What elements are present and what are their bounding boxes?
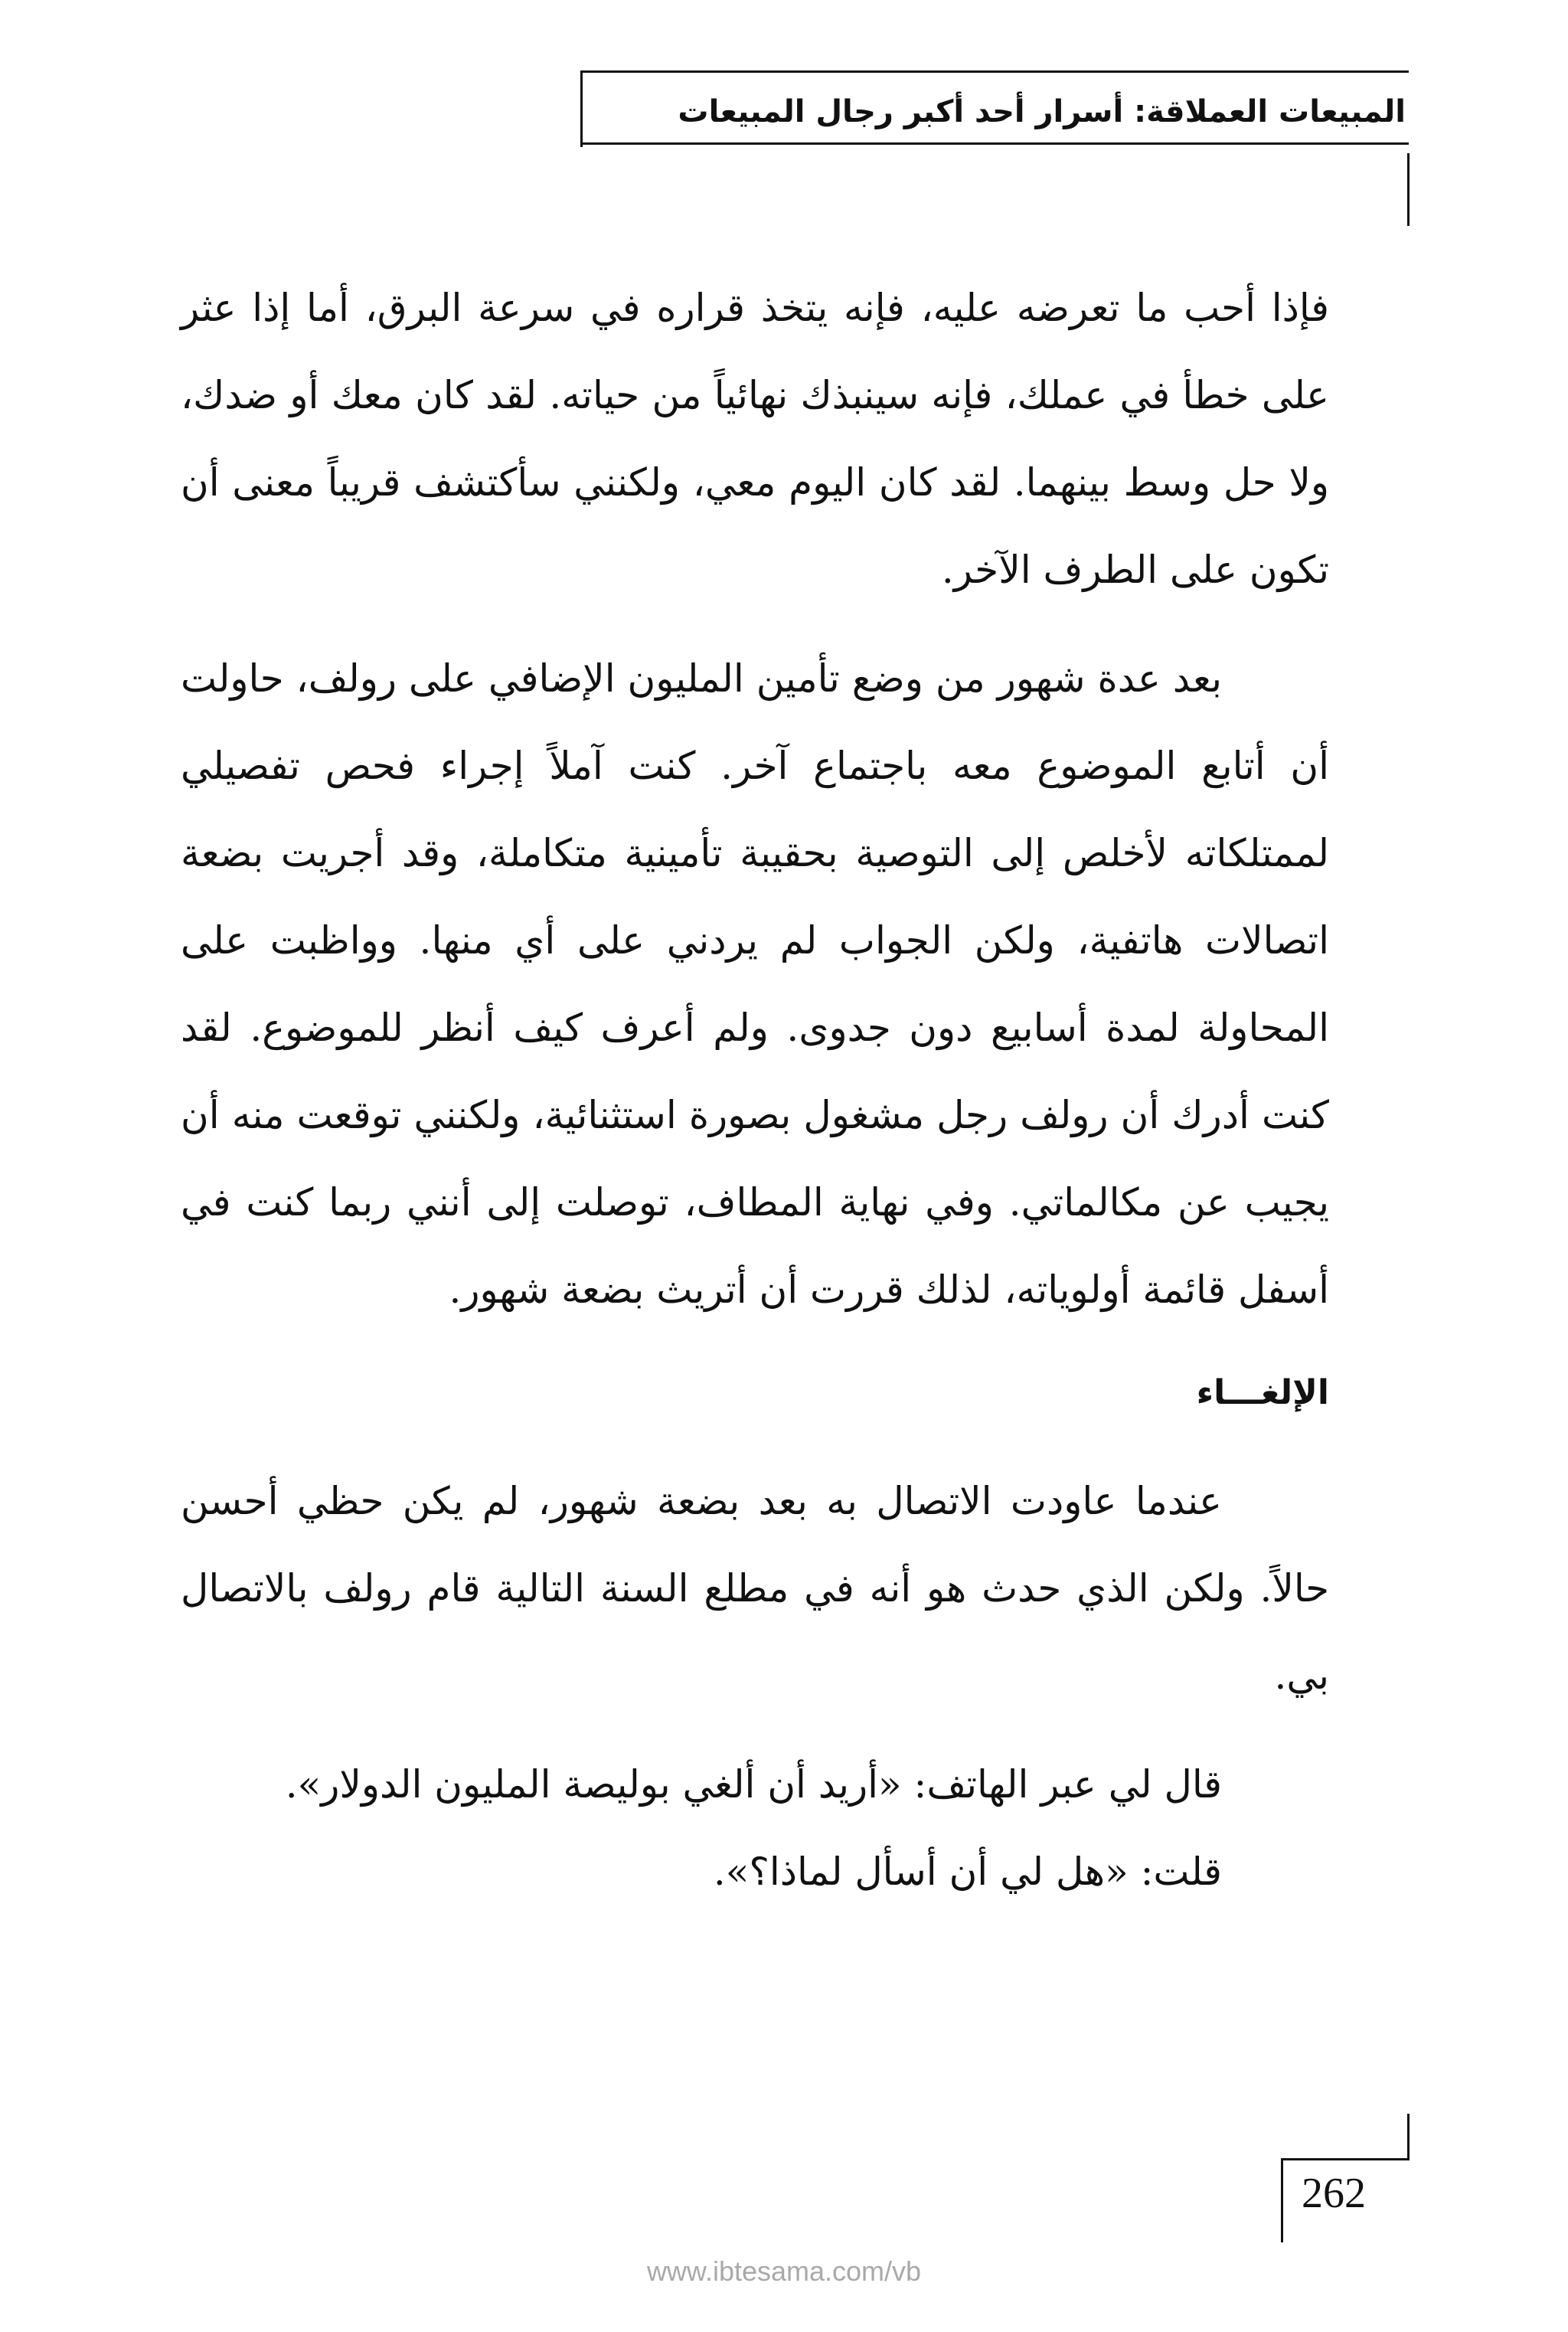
page-number: 262 [1302, 2170, 1366, 2217]
running-head-rule-bottom [582, 142, 1409, 145]
running-head-rule-left [580, 70, 583, 147]
running-head-title: المبيعات العملاقة: أسرار أحد أكبر رجال المبيعات [678, 94, 1406, 129]
folio-rule-tick [1407, 2114, 1410, 2160]
folio-rule-horizontal [1281, 2158, 1410, 2160]
running-head-rule-right [1407, 153, 1410, 226]
section-heading: الإلغـــاء [1196, 1373, 1329, 1412]
watermark-url: www.ibtesama.com/vb [646, 2255, 922, 2287]
dialog-line-1: قال لي عبر الهاتف: «أريد أن ألغي بوليصة المليون الدولار». [285, 1762, 1222, 1807]
folio-rule-vertical [1281, 2158, 1283, 2242]
paragraph-3: عندما عاودت الاتصال به بعد بضعة شهور، لم يكن حظي أحسن حالاً. ولكن الذي حدث هو أنه في مطلع السنة التالية قام رولف بالاتصال بي. [181, 1479, 1329, 1698]
running-head-rule-top [582, 70, 1409, 73]
paragraph-1: فإذا أحب ما تعرضه عليه، فإنه يتخذ قراره في سرعة البرق، أما إذا عثر على خطأ في عملك، فإنه سينبذك نهائياً من حياته. لقد كان معك أو ضدك، ولا حل وسط بينهما. لقد كان اليوم معي، ولكنني سأكتشف قريباً معنى أن تكون على الطرف الآخر. [181, 286, 1329, 592]
page-body [181, 264, 1329, 1915]
dialog-line-2: قلت: «هل لي أن أسأل لماذا؟». [713, 1850, 1222, 1894]
paragraph-2: بعد عدة شهور من وضع تأمين المليون الإضافي على رولف، حاولت أن أتابع الموضوع معه باجتماع آخر. كنت آملاً إجراء فحص تفصيلي لممتلكاته لأخلص إلى التوصية بحقيبة تأمينية متكاملة، وقد أجريت بضعة اتصالات هاتفية، ولكن الجواب لم يردني على أي منها. وواظبت على المحاولة لمدة أسابيع دون جدوى. ولم أعرف كيف أنظر للموضوع. لقد كنت أدرك أن رولف رجل مشغول بصورة استثنائية، ولكنني توقعت منه أن يجيب عن مكالماتي. وفي نهاية المطاف، توصلت إلى أنني ربما كنت في أسفل قائمة أولوياته، لذلك قررت أن أتريث بضعة شهور. [181, 656, 1329, 1312]
